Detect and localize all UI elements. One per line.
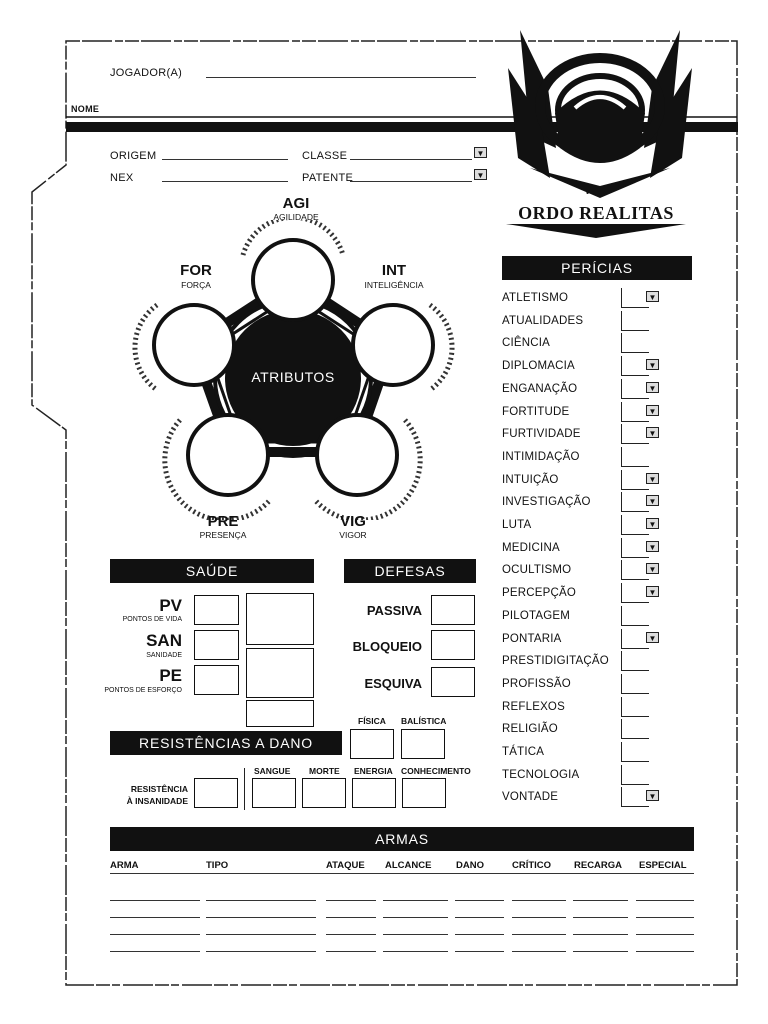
skill-dropdown[interactable] xyxy=(646,495,659,506)
atributos-center-label: ATRIBUTOS xyxy=(251,369,335,385)
triangle-down-icon: ▼ xyxy=(648,475,657,484)
energia-box[interactable] xyxy=(352,778,396,808)
int-abbr: INT xyxy=(381,262,407,279)
armas-banner: ARMAS xyxy=(110,827,694,851)
for-value-circle[interactable] xyxy=(164,318,224,378)
triangle-down-icon: ▼ xyxy=(648,407,657,416)
skill-value-field[interactable] xyxy=(621,697,649,717)
skill-label: RELIGIÃO xyxy=(502,723,558,735)
armas-cell-field[interactable] xyxy=(326,934,376,935)
agi-value-circle[interactable] xyxy=(263,268,323,328)
armas-column-header: TIPO xyxy=(206,860,229,871)
classe-field[interactable] xyxy=(350,159,472,160)
skill-value-field[interactable] xyxy=(621,674,649,694)
jogador-field[interactable] xyxy=(206,77,476,78)
skill-label: INTIMIDAÇÃO xyxy=(502,451,580,463)
skill-value-field[interactable] xyxy=(621,538,649,558)
triangle-down-icon: ▼ xyxy=(648,293,657,302)
conhecimento-label: CONHECIMENTO xyxy=(401,766,471,776)
resistencias-divider xyxy=(244,768,245,810)
morte-box[interactable] xyxy=(302,778,346,808)
skill-dropdown[interactable] xyxy=(646,291,659,302)
jogador-label: JOGADOR(A) xyxy=(110,67,183,79)
esquiva-label: ESQUIVA xyxy=(364,676,422,691)
pericias-banner: PERÍCIAS xyxy=(502,256,692,280)
armas-column-header: CRÍTICO xyxy=(512,860,552,871)
logo-underline xyxy=(506,222,686,240)
skill-dropdown[interactable] xyxy=(646,427,659,438)
morte-label: MORTE xyxy=(309,766,340,776)
skill-label: PONTARIA xyxy=(502,633,562,645)
skill-label: OCULTISMO xyxy=(502,564,572,576)
nex-label: NEX xyxy=(110,172,134,184)
armas-column-header: ARMA xyxy=(110,860,139,871)
armas-header-rule xyxy=(110,873,694,874)
balistica-label: BALÍSTICA xyxy=(401,716,447,726)
triangle-down-icon: ▼ xyxy=(476,171,485,180)
skill-value-field[interactable] xyxy=(621,515,649,535)
vig-value-circle[interactable] xyxy=(327,428,387,488)
for-name: FORÇA xyxy=(181,280,211,290)
pv-label: PV xyxy=(159,596,182,615)
armas-cell-field[interactable] xyxy=(455,951,504,952)
skill-dropdown[interactable] xyxy=(646,405,659,416)
armas-cell-field[interactable] xyxy=(383,934,448,935)
int-name: INTELIGÊNCIA xyxy=(364,280,424,290)
agi-name: AGILIDADE xyxy=(273,212,319,222)
skill-label: INTUIÇÃO xyxy=(502,474,559,486)
armas-cell-field[interactable] xyxy=(512,951,566,952)
armas-cell-field[interactable] xyxy=(455,900,504,901)
classe-dropdown[interactable] xyxy=(474,147,487,158)
triangle-down-icon: ▼ xyxy=(648,384,657,393)
skill-value-field[interactable] xyxy=(621,424,649,444)
pe-box[interactable] xyxy=(194,665,239,695)
nex-field[interactable] xyxy=(162,181,288,182)
armas-cell-field[interactable] xyxy=(573,934,628,935)
pv-sublabel: PONTOS DE VIDA xyxy=(122,616,182,623)
armas-cell-field[interactable] xyxy=(326,900,376,901)
origem-field[interactable] xyxy=(162,159,288,160)
pre-abbr: PRE xyxy=(207,513,239,530)
armas-cell-field[interactable] xyxy=(206,917,316,918)
resistencias-banner: RESISTÊNCIAS A DANO xyxy=(110,731,342,755)
agi-abbr: AGI xyxy=(282,195,310,212)
skill-value-field[interactable] xyxy=(621,651,649,671)
pe-label: PE xyxy=(159,666,182,685)
armas-cell-field[interactable] xyxy=(110,917,200,918)
skill-label: FORTITUDE xyxy=(502,406,570,418)
skill-value-field[interactable] xyxy=(621,742,649,762)
skill-value-field[interactable] xyxy=(621,560,649,580)
armas-cell-field[interactable] xyxy=(455,917,504,918)
triangle-down-icon: ▼ xyxy=(648,497,657,506)
armas-cell-field[interactable] xyxy=(573,917,628,918)
sangue-box[interactable] xyxy=(252,778,296,808)
skill-value-field[interactable] xyxy=(621,583,649,603)
triangle-down-icon: ▼ xyxy=(648,543,657,552)
skill-value-field[interactable] xyxy=(621,311,649,331)
pre-value-circle[interactable] xyxy=(198,428,258,488)
patente-field[interactable] xyxy=(350,181,472,182)
skill-value-field[interactable] xyxy=(621,447,649,467)
armas-cell-field[interactable] xyxy=(110,951,200,952)
energia-label: ENERGIA xyxy=(354,766,393,776)
skill-value-field[interactable] xyxy=(621,470,649,490)
insanidade-box[interactable] xyxy=(194,778,238,808)
origem-label: ORIGEM xyxy=(110,150,157,162)
bloqueio-box[interactable] xyxy=(431,630,475,660)
skill-dropdown[interactable] xyxy=(646,359,659,370)
armas-cell-field[interactable] xyxy=(326,917,376,918)
skill-label: ENGANAÇÃO xyxy=(502,383,578,395)
classe-label: CLASSE xyxy=(302,150,348,162)
int-value-circle[interactable] xyxy=(363,318,423,378)
skill-label: INVESTIGAÇÃO xyxy=(502,496,591,508)
insanidade-label-1: RESISTÊNCIA xyxy=(130,784,188,794)
pre-name: PRESENÇA xyxy=(199,530,247,540)
nome-field[interactable] xyxy=(110,103,500,116)
vig-abbr: VIG xyxy=(340,513,366,530)
triangle-down-icon: ▼ xyxy=(476,149,485,158)
skill-dropdown[interactable] xyxy=(646,632,659,643)
fisica-label: FÍSICA xyxy=(358,716,386,726)
balistica-box[interactable] xyxy=(401,729,445,759)
vig-name: VIGOR xyxy=(339,530,367,540)
skill-label: FURTIVIDADE xyxy=(502,428,581,440)
skill-value-field[interactable] xyxy=(621,379,649,399)
triangle-down-icon: ▼ xyxy=(648,565,657,574)
logo-text: ORDO REALITAS xyxy=(518,203,674,223)
skill-value-field[interactable] xyxy=(621,629,649,649)
armas-cell-field[interactable] xyxy=(206,934,316,935)
skill-value-field[interactable] xyxy=(621,356,649,376)
skill-label: PERCEPÇÃO xyxy=(502,587,577,599)
triangle-down-icon: ▼ xyxy=(648,361,657,370)
skill-value-field[interactable] xyxy=(621,492,649,512)
skill-dropdown[interactable] xyxy=(646,473,659,484)
pe-sublabel: PONTOS DE ESFORÇO xyxy=(104,687,182,694)
armas-column-header: ATAQUE xyxy=(326,860,365,871)
armas-column-header: RECARGA xyxy=(574,860,623,871)
skill-label: LUTA xyxy=(502,519,532,531)
armas-cell-field[interactable] xyxy=(206,900,316,901)
armas-cell-field[interactable] xyxy=(383,917,448,918)
sangue-label: SANGUE xyxy=(254,766,291,776)
skill-label: CIÊNCIA xyxy=(502,337,551,349)
triangle-down-icon: ▼ xyxy=(648,792,657,801)
skill-value-field[interactable] xyxy=(621,288,649,308)
skill-label: TÁTICA xyxy=(502,746,545,758)
skill-dropdown[interactable] xyxy=(646,382,659,393)
patente-label: PATENTE xyxy=(302,172,354,184)
skill-value-field[interactable] xyxy=(621,787,649,807)
saude-notes-box-3[interactable] xyxy=(246,700,314,727)
skill-label: VONTADE xyxy=(502,791,559,803)
armas-cell-field[interactable] xyxy=(455,934,504,935)
skill-label: DIPLOMACIA xyxy=(502,360,575,372)
armas-cell-field[interactable] xyxy=(512,900,566,901)
for-abbr: FOR xyxy=(180,262,212,279)
triangle-down-icon: ▼ xyxy=(648,634,657,643)
armas-cell-field[interactable] xyxy=(636,900,694,901)
armas-cell-field[interactable] xyxy=(110,934,200,935)
skill-label: REFLEXOS xyxy=(502,701,565,713)
armas-cell-field[interactable] xyxy=(326,951,376,952)
skill-value-field[interactable] xyxy=(621,606,649,626)
patente-dropdown[interactable] xyxy=(474,169,487,180)
armas-cell-field[interactable] xyxy=(383,951,448,952)
san-box[interactable] xyxy=(194,630,239,660)
passiva-box[interactable] xyxy=(431,595,475,625)
armas-cell-field[interactable] xyxy=(636,917,694,918)
skill-label: PILOTAGEM xyxy=(502,610,571,622)
skill-value-field[interactable] xyxy=(621,402,649,422)
triangle-down-icon: ▼ xyxy=(648,588,657,597)
armas-column-header: ALCANCE xyxy=(385,860,432,871)
logo-dots: • • • • xyxy=(585,188,607,198)
skill-dropdown[interactable] xyxy=(646,790,659,801)
esquiva-box[interactable] xyxy=(431,667,475,697)
triangle-down-icon: ▼ xyxy=(648,520,657,529)
armas-cell-field[interactable] xyxy=(512,934,566,935)
bloqueio-label: BLOQUEIO xyxy=(352,639,422,654)
san-sublabel: SANIDADE xyxy=(146,652,182,659)
skill-label: PRESTIDIGITAÇÃO xyxy=(502,655,609,667)
armas-cell-field[interactable] xyxy=(206,951,316,952)
armas-cell-field[interactable] xyxy=(636,934,694,935)
skill-label: TECNOLOGIA xyxy=(502,769,580,781)
skill-label: ATUALIDADES xyxy=(502,315,584,327)
saude-notes-box-1[interactable] xyxy=(246,593,314,645)
armas-cell-field[interactable] xyxy=(573,951,628,952)
saude-notes-box-2[interactable] xyxy=(246,648,314,698)
passiva-label: PASSIVA xyxy=(366,603,422,618)
armas-column-header: ESPECIAL xyxy=(639,860,687,871)
fisica-box[interactable] xyxy=(350,729,394,759)
skill-dropdown[interactable] xyxy=(646,586,659,597)
skill-dropdown[interactable] xyxy=(646,563,659,574)
san-label: SAN xyxy=(146,631,182,650)
pv-box[interactable] xyxy=(194,595,239,625)
armas-cell-field[interactable] xyxy=(636,951,694,952)
armas-cell-field[interactable] xyxy=(512,917,566,918)
skill-dropdown[interactable] xyxy=(646,541,659,552)
nome-label: NOME xyxy=(71,104,100,114)
saude-banner: SAÚDE xyxy=(110,559,314,583)
skill-value-field[interactable] xyxy=(621,765,649,785)
defesas-banner: DEFESAS xyxy=(344,559,476,583)
armas-column-header: DANO xyxy=(456,860,484,871)
armas-cell-field[interactable] xyxy=(383,900,448,901)
skill-label: PROFISSÃO xyxy=(502,678,571,690)
armas-cell-field[interactable] xyxy=(573,900,628,901)
skill-value-field[interactable] xyxy=(621,333,649,353)
triangle-down-icon: ▼ xyxy=(648,429,657,438)
skill-label: ATLETISMO xyxy=(502,292,569,304)
skill-value-field[interactable] xyxy=(621,719,649,739)
conhecimento-box[interactable] xyxy=(402,778,446,808)
armas-cell-field[interactable] xyxy=(110,900,200,901)
skill-dropdown[interactable] xyxy=(646,518,659,529)
skill-label: MEDICINA xyxy=(502,542,560,554)
insanidade-label-2: À INSANIDADE xyxy=(126,796,188,806)
